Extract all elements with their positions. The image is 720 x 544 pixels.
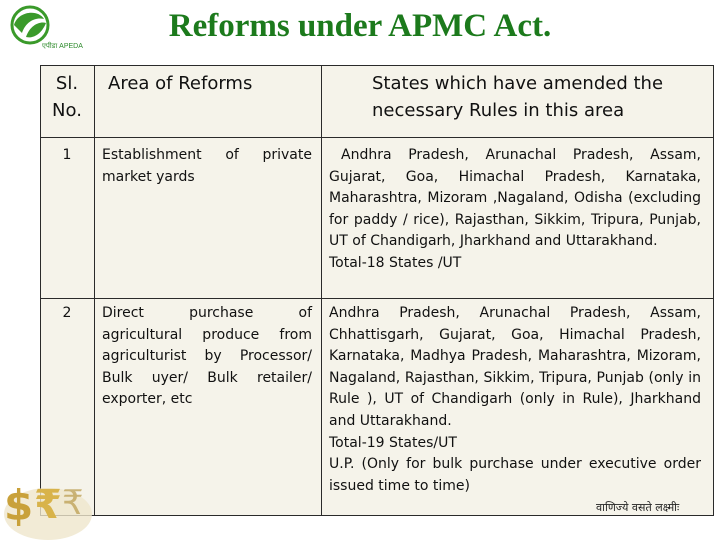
row-1-states-cell [329,145,701,275]
row-1-total: Total-18 States /UT [329,254,462,271]
row-2-states: Andhra Pradesh, Arunachal Pradesh, Assam, Chhattisgarh, Gujarat, Goa, Himachal Pradesh, Karnataka, Madhya Pradesh, Maharashtra, Mizoram, Nagaland, Rajasthan, Sikkim, Tripura, Punjab (only in Rule ), UT of Chandigarh (only in Rule), Jharkhand and Uttarakhand. [329,305,701,429]
logo-text: एपीडा APEDA [42,43,83,50]
footer-motto: वाणिज्ये वसते लक्ष्मीः [596,501,680,514]
page-title: Reforms under APMC Act. [168,8,552,44]
row-2-area: Direct purchase of agricultural produce from agriculturist by Processor/ Bulk uyer/ Bulk retailer/ exporter, etc [102,305,312,408]
row-2-states-cell [329,303,701,497]
svg-text:₹: ₹ [34,482,62,528]
column-header-sl-no: Sl. No. [52,73,82,121]
column-divider [321,65,322,516]
svg-text:$: $ [4,481,34,530]
row-divider [40,298,714,299]
svg-text:₹: ₹ [62,483,84,523]
column-divider [94,65,95,516]
row-divider [40,137,714,138]
column-header-area: Area of Reforms [108,73,253,94]
column-header-states: States which have amended the necessary Rules in this area [372,73,664,121]
row-2-note: U.P. (Only for bulk purchase under executive order issued time to time) [329,456,701,494]
row-1-sl: 1 [62,147,72,163]
row-2-sl: 2 [62,305,72,321]
currency-icon [0,462,110,540]
row-2-total: Total-19 States/UT [329,434,457,451]
row-1-states: Andhra Pradesh, Arunachal Pradesh, Assam, Gujarat, Goa, Himachal Pradesh, Karnataka, Maharashtra, Mizoram ,Nagaland, Odisha (excluding for paddy / rice), Rajasthan, Sikkim, Tripura, Punjab, UT of Chandigarh, Jharkhand and Uttarakhand. [329,147,701,250]
row-1-area: Establishment of private market yards [102,147,312,185]
